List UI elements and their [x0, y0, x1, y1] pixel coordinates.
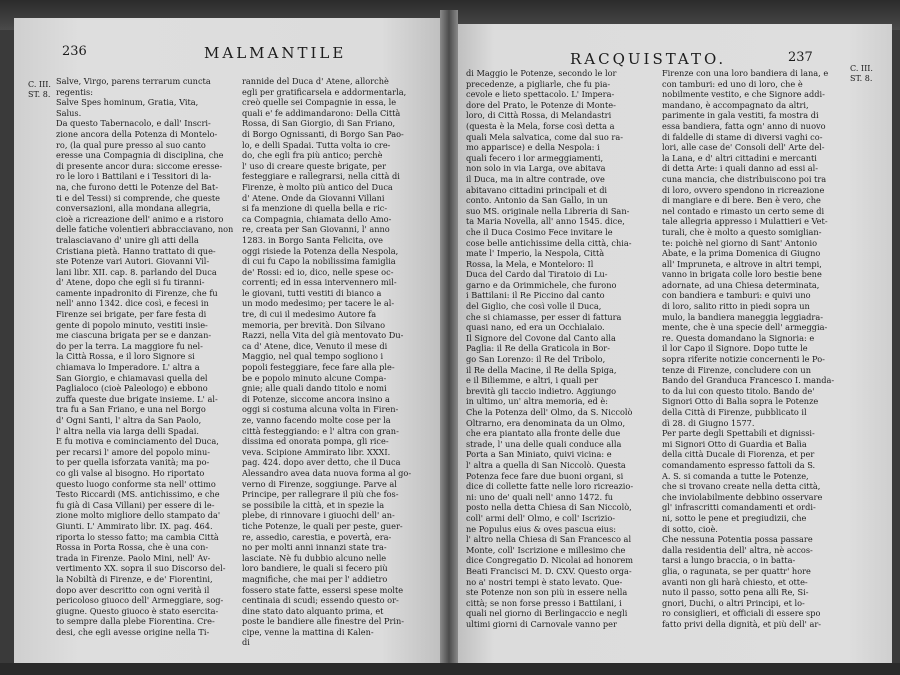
text-line: (questa è la Mela, forse così detta a [466, 120, 615, 131]
text-line: della Città di Firenze, pubblicato il [662, 407, 807, 417]
text-line: posto nella detta Chiesa di San Niccolò, [466, 502, 632, 513]
text-line: tarsi a lungo braccia, o in batta- [662, 555, 796, 566]
text-line: E fu motiva e cominciamento del Duca, [56, 436, 219, 447]
text-line: te: poichè nel giorno di Sant' Antonio [662, 237, 818, 248]
text-line: l' altra nella via larga delli Spadai. [56, 425, 199, 436]
text-line: gente di popolo minuto, vestiti insie- [56, 319, 208, 330]
text-line: Paglia: il Re della Graticola in Bor- [466, 343, 610, 354]
right-running-head: RACQUISTATO. [570, 50, 727, 68]
text-line: Giunti. L' Ammirato libr. IX. pag. 464. [56, 520, 213, 531]
text-line: dì 28. di Giugno 1577. [662, 417, 755, 428]
text-line: di faldelle di stame di diversi vaghi co- [662, 131, 823, 142]
text-line: memoria, per brevità. Don Silvano [242, 319, 386, 330]
text-line: oggi si costuma alcuna volta in Firen- [242, 404, 399, 415]
text-line: quasi nano, ed era un Occhialaio. [466, 322, 605, 333]
text-line: all' Impruneta, e altrove in altri tempi, [662, 258, 822, 269]
text-line: di Maggio le Potenze, secondo le lor [466, 68, 617, 78]
text-line: l' uso di creare queste brigate, per [242, 160, 387, 171]
text-line: adornate, ad una Chiesa determinata, [662, 279, 820, 290]
text-line: dalla residentia dell' altra, nè accos- [662, 544, 813, 555]
text-line: fatto privi della dignità, et più dell' ar- [662, 618, 822, 629]
text-line: dice Congregatio D. Nicolai ad honorem [466, 555, 634, 566]
text-line: Maggio, nel qual tempo sogliono i [242, 351, 384, 362]
text-line: ti e del Tessi) si comprende, che queste [56, 192, 221, 203]
text-line: Razzi, nella Vita del già mentovato Du- [242, 330, 404, 341]
text-line: cioè a ricreazione dell' animo e a ristoro [56, 213, 224, 224]
text-line: conversazioni, alla mondana allegria, [56, 203, 211, 214]
text-line: fossero state fatte, essersi spese molte [242, 584, 404, 595]
text-line: zione ancora della Potenza di Montelo- [56, 128, 218, 139]
text-line: d' Atene. Onde da Giovanni Villani [242, 192, 385, 203]
text-line: to per quella isforzata vanità; ma po- [56, 457, 210, 468]
text-line: un modo medesimo; per tacere le al- [242, 298, 395, 309]
text-line: mulo, la bandiera maneggia leggiadra- [662, 311, 823, 322]
text-line: vertimento XX. sopra il suo Discorso del- [56, 563, 226, 574]
text-line: avanti non gli harà chiesto, et otte- [662, 576, 808, 587]
text-line: pag. 424. dopo aver detto, che il Duca [242, 457, 401, 468]
text-line: Bando del Granduca Francesco I. manda- [662, 375, 835, 386]
text-line: co gli valse al bisogno. Ho riportato [56, 467, 205, 478]
text-line: abitavano cittadini principali et di [466, 184, 608, 195]
text-line: suo MS. originale nella Libreria di San- [466, 205, 630, 216]
text-line: dissima ed onorata pompa, gli rice- [242, 436, 389, 447]
margin-note-line: C. III. [28, 80, 51, 89]
text-line: egli per gratificarsela e addormentarla, [242, 86, 407, 97]
text-line: Testo Riccardi (MS. antichissimo, e che [56, 489, 220, 500]
text-line: Salus. [56, 107, 82, 118]
text-line: ne Populus eius & oves pascua eius: [466, 523, 617, 534]
text-line: correnti; ed in essa intervennero mil- [242, 277, 397, 288]
text-line: magnifiche, che mai per l' addietro [242, 573, 388, 584]
text-line: centinaia di scudi; essendo questo or- [242, 595, 399, 606]
text-line: dore del Prato, le Potenze di Monte- [466, 99, 616, 110]
text-line: brevità gli taccio indietro. Aggiungo [466, 385, 617, 396]
text-line: la Città Rossa, e il loro Signore si [56, 351, 195, 362]
text-line: di detta Arte: i quali danno ad essi al- [662, 163, 819, 174]
text-line: ro, (la qual pure presso al suo canto [56, 139, 206, 150]
text-line: che il Duca Cosimo Fece invitare le [466, 226, 613, 237]
text-line: i Battilani: il Re Piccino dal canto [466, 290, 605, 301]
text-line: Che nessuna Potentia possa passare [662, 534, 813, 545]
text-line: Rossa, di San Giorgio, di San Friano, [242, 118, 396, 129]
text-line: no per molti anni innanzi state tra- [242, 542, 387, 553]
right-column-2 [662, 68, 852, 629]
text-line: Beati Francisci M. D. CXV. Questo orga- [466, 565, 632, 576]
text-line: ro consiglieri, et officiali di essere spo [662, 608, 821, 619]
left-page-number: 236 [62, 44, 87, 59]
text-line: l' altro nella Chiesa di San Francesco al [466, 534, 632, 545]
text-line: do per la terra. La maggiore fu nel- [56, 340, 203, 351]
text-line: poste le bandiere alle finestre del Prin- [242, 616, 405, 627]
text-line: di Borgo Ognissanti, di Borgo San Pao- [242, 128, 404, 139]
text-line: con tamburi: ed uno di loro, che è [662, 78, 803, 89]
text-line: Firenze con una loro bandiera di lana, e [662, 68, 829, 78]
text-line: che si trovano create nella detta città, [662, 481, 821, 492]
margin-note-line: ST. 8. [28, 90, 51, 99]
text-line: lasciate. Nè fu dubbio alcuno nelle [242, 552, 387, 563]
text-line: in ultimo, un' altra memoria, ed è: [466, 396, 608, 407]
text-line: strade, l' una delle quali conduce alla [466, 438, 622, 449]
text-line: ro le loro i Battilani e i Tessitori di la- [56, 171, 212, 182]
text-line: il lor Capo il Signore. Dopo tutte le [662, 343, 808, 354]
text-line: per recarsi l' amore del popolo minu- [56, 446, 211, 457]
text-line: Rossa in Porta Rossa, che è una con- [56, 542, 209, 553]
text-line: fu già di Casa Villani) per essere di le- [56, 499, 215, 510]
text-line: che era piantato alla fronte delle due [466, 428, 621, 439]
text-line: d' Ogni Santi, l' altra da San Paolo, [56, 415, 202, 425]
text-line: Principe, per rallegrare il più che fos- [242, 489, 399, 500]
book-gutter [440, 10, 458, 675]
text-line: do, che egli fra più antico; perchè [242, 150, 383, 161]
text-line: non solo in via Larga, ove abitava [466, 163, 606, 174]
text-line: Che la Potenza dell' Olmo, da S. Niccolò [466, 407, 633, 417]
text-line: di sotto, cioè. [662, 523, 718, 534]
text-line: quali fecero i lor armeggiamenti, [466, 152, 604, 163]
text-line: go San Lorenzo: il Re del Tribolo, [466, 354, 606, 365]
text-line: nell' anno 1342. dice così, e fecesi in [56, 298, 209, 309]
text-line: garno e da Orimmichele, che furono [466, 279, 617, 290]
text-line: cose belle antichissime della città, chia- [466, 237, 632, 248]
text-line: re, creata per San Giovanni, l' anno [242, 224, 390, 235]
text-line: to sempre dalla plebe Fiorentina. Cre- [56, 616, 215, 627]
margin-note-line: C. III. [850, 64, 873, 73]
text-line: mandano, è accompagnato da altri, [662, 99, 809, 110]
text-line: no a' nostri tempi è stato levato. Que- [466, 576, 623, 587]
text-line: ta Maria Novella, all' anno 1545. dice, [466, 216, 625, 227]
text-line: si fa menzione di quella bella e ric- [242, 203, 388, 214]
left-margin-note [28, 80, 51, 100]
text-line: tre, di cui il medesimo Autore fa [242, 309, 377, 320]
text-line: turali, che è molto a questo somiglian- [662, 226, 822, 237]
text-line: di loro, salito ritto in piedi sopra un [662, 301, 810, 312]
text-line: riporta lo stesso fatto; ma cambia Città [56, 531, 219, 542]
text-line: me ciascuna brigata per se e danzan- [56, 330, 212, 341]
text-line: conto. Antonio da San Gallo, in un [466, 195, 608, 206]
text-line: Rossa, la Mela, e Monteloro: Il [466, 258, 594, 269]
text-line: Salve Spes hominum, Gratia, Vita, [56, 97, 199, 108]
text-line: ca Compagnia, chiamata dello Amo- [242, 213, 392, 224]
text-line: nel contado e rimasto un certo seme di [662, 205, 825, 216]
text-line: Signori Otto di Balia sopra le Potenze [662, 396, 819, 407]
text-line: comandamento espresso fattoli da S. [662, 459, 816, 470]
text-line: e il Biliemme, e altri, i quali per [466, 375, 599, 386]
text-line: sopra riferite notizie concernenti le Po- [662, 354, 825, 365]
text-line: Firenze sei brigate, per fare festa di [56, 309, 207, 320]
text-line: l' altra a quella di San Niccolò. Questa [466, 459, 626, 470]
text-line: delle fatiche volentieri abbracciavano, non [56, 224, 234, 235]
text-line: cevole e lieto spettacolo. L' Impera- [466, 89, 615, 100]
text-line: Oltrarno, era denominata da un Olmo, [466, 417, 626, 428]
text-line: plebe, di rinnovare i giuochi dell' an- [242, 510, 395, 521]
text-line: parimente in gala vestiti, fa mostra di [662, 110, 819, 121]
left-page [14, 18, 446, 663]
text-line: na, che furono detti le Potenze del Bat- [56, 181, 219, 192]
text-line: ste Potenze vari Autori. Giovanni Vil- [56, 256, 210, 267]
text-line: quali nel giorno di Berlingaccio e negli [466, 608, 628, 619]
text-line: quali e' fe addimandarono: Della Città [242, 107, 401, 118]
right-page [450, 24, 892, 664]
text-line: di Potenze, siccome ancora insino a [242, 393, 390, 404]
text-line: Duca del Cardo dal Tiratoio di Lu- [466, 269, 608, 280]
text-line: Da questo Tabernacolo, e dall' Inscri- [56, 118, 211, 129]
text-line: Monte, coll' Iscrizione e millesimo che [466, 544, 626, 555]
text-line: ni: uno de' quali nell' anno 1472. fu [466, 491, 614, 502]
text-line: loro, di Città Rossa, di Melandastri [466, 110, 612, 121]
text-line: le giovani, tutti vestiti di bianco a [242, 287, 382, 298]
text-line: giugne. Questo giuoco è stato esercita- [56, 605, 219, 616]
text-line: trada in Firenze. Paolo Mini, nell' Av- [56, 552, 211, 563]
text-line: di cui fu Capo la nobilissima famiglia [242, 256, 396, 267]
background-table [0, 663, 900, 675]
text-line: dopo aver descritto con ogni verità il [56, 584, 210, 595]
text-line: di mangiare e di bere. Ben è vero, che [662, 195, 821, 206]
left-running-head: MALMANTILE [204, 44, 347, 62]
text-line: pericoloso giuoco dell' Armeggiare, sog- [56, 595, 224, 606]
text-line: be e popolo minuto alcune Compa- [242, 372, 387, 383]
text-line: d' Atene, dopo che egli si fu tiranni- [56, 277, 205, 288]
text-line: mate l' Imperio, la Nespola, Città [466, 248, 605, 259]
text-line: ze, vanno facendo molte cose per la [242, 415, 391, 425]
text-line: gnie; alle quali dando titolo e nomi [242, 383, 387, 394]
text-line: popoli festeggiare, fece fare alla ple- [242, 362, 395, 373]
text-line: mo apparisce) e della Nespola: i [466, 142, 600, 153]
text-line: dine stato dato alquanto prima, et [242, 605, 384, 616]
text-line: loro bandiere, le quali si fecero più [242, 563, 388, 574]
text-line: coll' armi dell' Olmo, e coll' Iscrizio- [466, 512, 616, 523]
text-line: del Giglio, che così volle il Duca, [466, 301, 602, 312]
text-line: ca d' Atene, dice, Venuto il mese di [242, 340, 388, 351]
text-line: questo luogo conforme sta nell' ottimo [56, 478, 216, 489]
text-line: Potenza fece fare due buoni organi, si [466, 470, 624, 481]
text-line: Per parte degli Spettabili et dignissi- [662, 428, 815, 439]
text-line: ultimi giorni di Carnovale vanno per [466, 618, 617, 629]
text-line: glia, o ragunata, se per quattr' hore [662, 565, 811, 576]
text-line: la Nobiltà di Firenze, e de' Fiorentini, [56, 573, 213, 584]
text-line: San Giorgio, e chiamavasi quella del [56, 372, 208, 383]
text-line: to da lui con questo titolo. Bando de' [662, 385, 815, 396]
text-line: ni, sotto le pene et pregiudizii, che [662, 512, 807, 523]
text-line: oggi risiede la Potenza della Nespola, [242, 245, 399, 256]
text-line: lani libr. XII. cap. 8. parlando del Duca [56, 266, 217, 277]
text-line: cuna mancia, che distribuiscono poi tra [662, 173, 827, 184]
text-line: re, assedio, carestia, e povertà, era- [242, 531, 392, 542]
text-line: ste Potenze non son più in essere nella [466, 587, 628, 598]
text-line: Alessandro avea data nuova forma al go- [242, 467, 412, 478]
text-line: quali Mela salvatica, come dal suo ra- [466, 131, 623, 142]
text-line: zione molto migliore dello stampato da' [56, 510, 221, 521]
text-line: che si chiamasse, per esser di fattura [466, 311, 622, 322]
text-line: veva. Scipione Ammirato libr. XXXI. [242, 446, 391, 457]
text-line: di loro, ovvero spendono in ricreazione [662, 184, 825, 195]
text-line: gl' infrascritti comandamenti et ordi- [662, 502, 816, 513]
text-line: mi Signori Otto di Guardia et Balìa [662, 438, 807, 449]
text-line: re. Questa domandano la Signoria: e [662, 332, 815, 343]
text-line: lo, e delli Spadai. Tutta volta io cre- [242, 139, 391, 150]
text-line: tra fu a San Friano, e una nel Borgo [56, 404, 206, 415]
text-line: Firenze, è molto più antico del Duca [242, 181, 393, 192]
text-line: cipe, venne la mattina di Kalen- [242, 626, 374, 637]
text-line: di [242, 637, 250, 648]
text-line: precedenze, a pigliarle, che fu pia- [466, 78, 611, 89]
text-line: Porta a San Miniato, quivi vicina: e [466, 449, 612, 460]
text-line: creò quelle sei Compagnie in essa, le [242, 97, 397, 108]
text-line: rannide del Duca d' Atene, allorchè [242, 76, 389, 86]
text-line: essa bandiera, fatta ogn' anno di nuovo [662, 120, 826, 131]
text-line: camente inpadronito di Firenze, che fu [56, 287, 218, 298]
text-line: nuto il passo, sotto pena alli Re, Si- [662, 587, 809, 598]
text-line: A. S. si comanda a tutte le Potenze, [662, 470, 809, 481]
text-line: dice di collette fatte nelle loro ricreazio- [466, 481, 634, 492]
text-line: desi, che egli avesse origine nella Ti- [56, 626, 210, 637]
text-line: zuffa queste due brigate insieme. L' al- [56, 393, 218, 404]
text-line: il Duca, ma in altre contrade, ove [466, 173, 605, 184]
text-line: regentis: [56, 86, 93, 97]
text-line: chiamava lo Imperadore. L' altra a [56, 362, 200, 373]
text-line: Abate, e la prima Domenica di Giugno [662, 248, 821, 259]
right-page-number: 237 [788, 50, 813, 65]
text-line: de' Rossi: ed io, dico, nelle spese oc- [242, 266, 394, 277]
text-line: il Re della Macine, il Re della Spiga, [466, 364, 617, 375]
text-line: di presente ancor dura: siccome eresse- [56, 160, 223, 171]
text-line: con bandiera e tamburi: e quivi uno [662, 290, 811, 301]
right-margin-note [850, 64, 873, 84]
text-line: mente, che è una specie dell' armeggia- [662, 322, 828, 333]
text-line: Salve, Virgo, parens terrarum cuncta [56, 76, 211, 86]
text-line: eresse una Compagnia di disciplina, che [56, 150, 224, 161]
text-line: città festeggiando: e l' altra con gran- [242, 425, 399, 436]
text-line: tralasciavano d' unire gli atti della [56, 234, 199, 245]
text-line: lori, alle case de' Consoli dell' Arte del- [662, 142, 825, 153]
text-line: gnori, Duchi, o altri Principi, et lo- [662, 597, 805, 608]
left-column-2 [242, 76, 432, 648]
text-line: della città Ducale di Fiorenza, et per [662, 449, 815, 460]
text-line: tiche Potenze, le quali per peste, guer- [242, 520, 403, 531]
text-line: nobilmente vestito, e che Signore addi- [662, 89, 825, 100]
text-line: che inviolabilmente debbino osservare [662, 491, 823, 502]
right-column-1 [466, 68, 662, 629]
text-line: Il Signore del Covone dal Canto alla [466, 332, 616, 343]
text-line: vanno in brigata colle loro bestie bene [662, 269, 822, 280]
text-line: Paglialoco (cioè Paleologo) e ebbono [56, 383, 208, 394]
text-line: festeggiare e rallegrarsi, nella città di [242, 171, 400, 182]
left-column-1 [56, 76, 239, 637]
text-line: 1283. in Borgo Santa Felicita, ove [242, 234, 384, 245]
text-line: la Lana, e d' altri cittadini e mercanti [662, 152, 817, 163]
text-line: tenze di Firenze, concludere con un [662, 364, 811, 375]
margin-note-line: ST. 8. [850, 74, 873, 83]
text-line: Cristiana pietà. Hanno trattato di que- [56, 245, 216, 256]
text-line: tale allegria appresso i Mulattieri e Vet- [662, 216, 828, 227]
text-line: città; se non forse presso i Battilani, i [466, 597, 622, 608]
text-line: verno di Firenze, soggiunge. Parve al [242, 478, 397, 489]
text-line: se possibile la città, et in spezie la [242, 499, 385, 510]
